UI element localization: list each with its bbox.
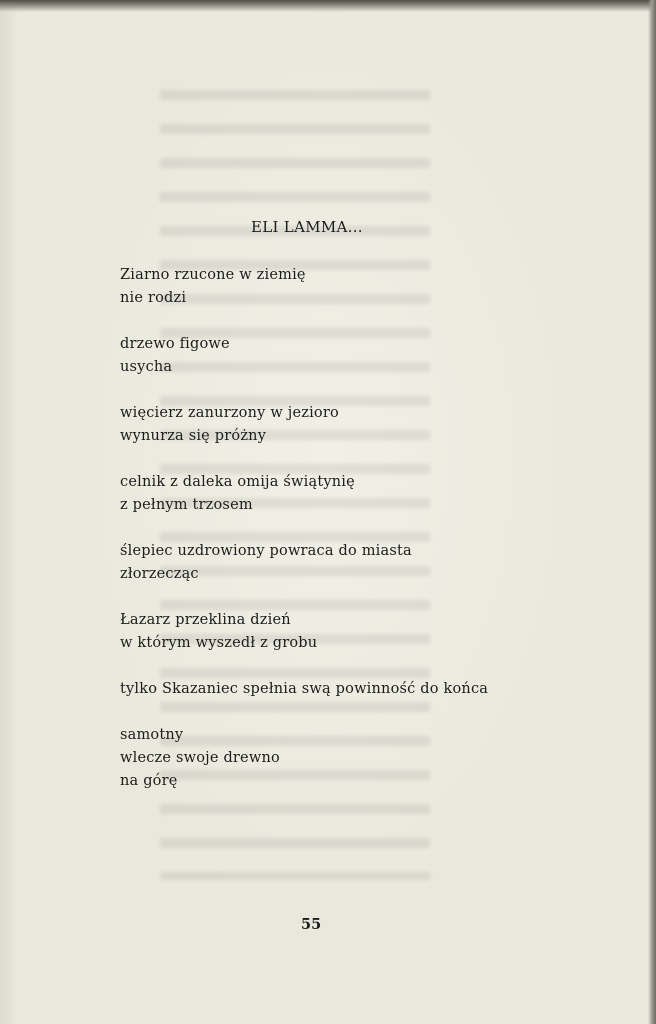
- poem-line: celnik z daleka omija świątynię: [120, 474, 355, 490]
- page-right-edge: [648, 0, 656, 1024]
- poem-line: na górę: [120, 773, 178, 789]
- poem-line: ślepiec uzdrowiony powraca do miasta: [120, 543, 412, 559]
- poem-line: z pełnym trzosem: [120, 497, 253, 513]
- poem-line: nie rodzi: [120, 290, 187, 306]
- stanza: [120, 264, 590, 310]
- stanza: [120, 471, 590, 517]
- poem-title: ELI LAMMA...: [251, 218, 363, 236]
- poem-line: usycha: [120, 359, 173, 375]
- stanza: [120, 402, 590, 448]
- stanza: [120, 540, 590, 586]
- poem-line: wynurza się próżny: [120, 428, 267, 444]
- stanza: [120, 333, 590, 379]
- poem-body: [120, 264, 590, 816]
- poem-line: drzewo figowe: [120, 336, 230, 352]
- poem-line: złorzecząc: [120, 566, 199, 582]
- poem-line: Łazarz przeklina dzień: [120, 612, 291, 628]
- poem-line: wlecze swoje drewno: [120, 750, 280, 766]
- poem-line: tylko Skazaniec spełnia swą powinność do końca: [120, 681, 489, 697]
- poem-line: więcierz zanurzony w jezioro: [120, 405, 339, 421]
- poem-line: samotny: [120, 727, 184, 743]
- page-number: 55: [301, 916, 322, 933]
- stanza: [120, 609, 590, 655]
- page-top-edge: [0, 0, 656, 12]
- poem-line: Ziarno rzucone w ziemię: [120, 267, 306, 283]
- stanza: [120, 724, 590, 793]
- poem-line: w którym wyszedł z grobu: [120, 635, 318, 651]
- stanza: [120, 678, 590, 701]
